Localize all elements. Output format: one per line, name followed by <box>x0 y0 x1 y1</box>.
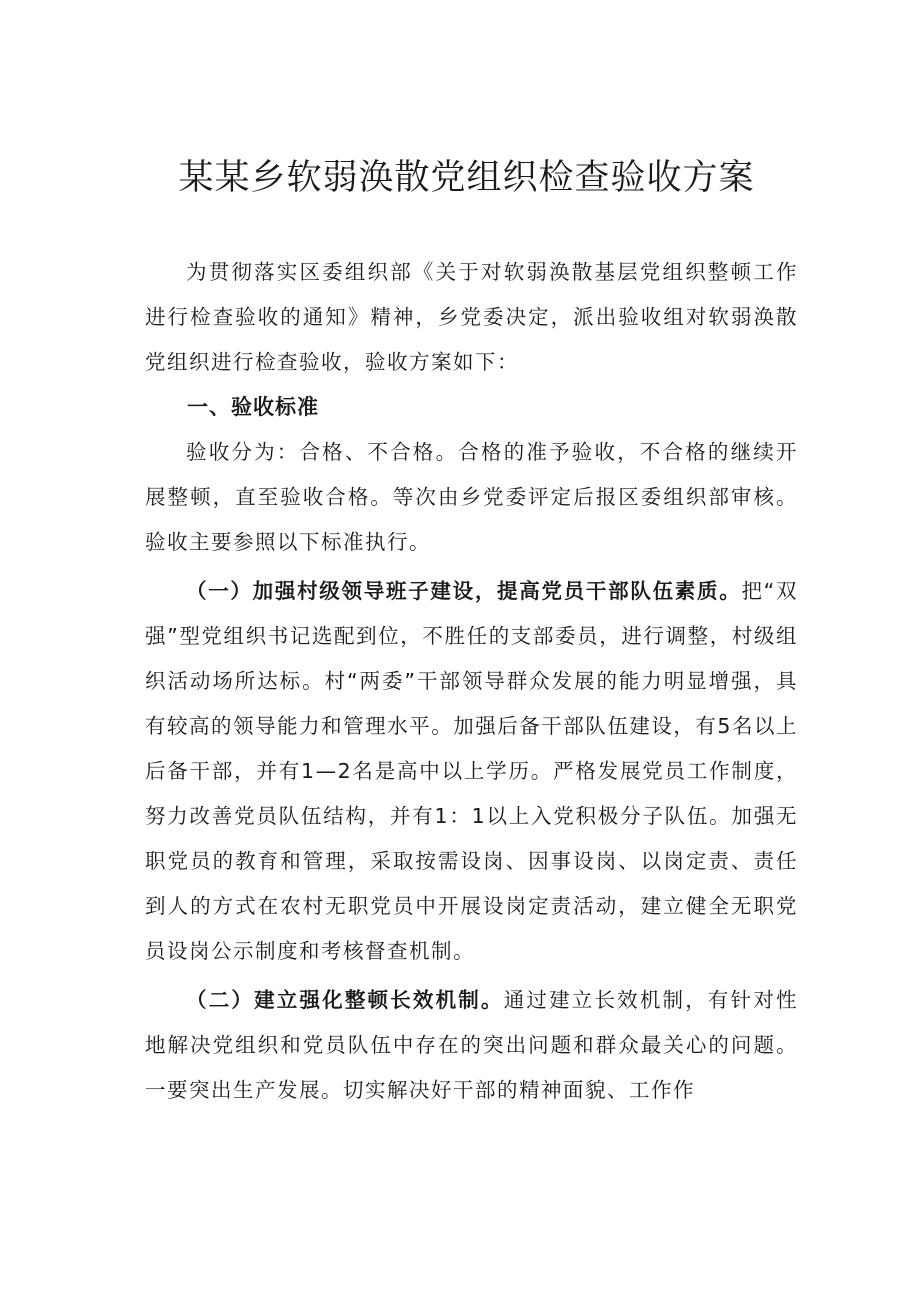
item2-text: 通过建立长效机制，有针对性地解决党组织和党员队伍中存在的突出问题和群众最关心的问题。一要突出生产发展。切实解决好干部的精神面貌、工作作 <box>145 988 799 1102</box>
item1-heading: （一）加强村级领导班子建设，提高党员干部队伍素质。 <box>186 579 742 603</box>
item1-text: 把“双强”型党组织书记选配到位，不胜任的支部委员，进行调整，村级组织活动场所达标。村“两委”干部领导群众发展的能力明显增强，具有较高的领导能力和管理水平。加强后备干部队伍建设，有5名以上后备干部，并有1—2名是高中以上学历。严格发展党员工作制度，努力改善党员队伍结构，并有1：1以上入党积极分子队伍。加强无职党员的教育和管理，采取按需设岗、因事设岗、以岗定责、责任到人的方式在农村无职党员中开展设岗定责活动，建立健全无职党员设岗公示制度和考核督查机制。 <box>145 579 799 963</box>
item2-heading: （二）建立强化整顿长效机制。 <box>186 988 504 1012</box>
page-title: 某某乡软弱涣散党组织检查验收方案 <box>178 158 755 198</box>
item2-paragraph <box>145 978 798 1113</box>
item1-paragraph <box>145 569 798 974</box>
intro-paragraph: 为贯彻落实区委组织部《关于对软弱涣散基层党组织整顿工作进行检查验收的通知》精神，乡党委决定，派出验收组对软弱涣散党组织进行检查验收，验收方案如下： <box>145 260 798 374</box>
standards-paragraph: 验收分为：合格、不合格。合格的准予验收，不合格的继续开展整顿，直至验收合格。等次由乡党委评定后报区委组织部审核。验收主要参照以下标准执行。 <box>145 440 798 554</box>
section-heading-standards: 一、验收标准 <box>187 395 319 419</box>
